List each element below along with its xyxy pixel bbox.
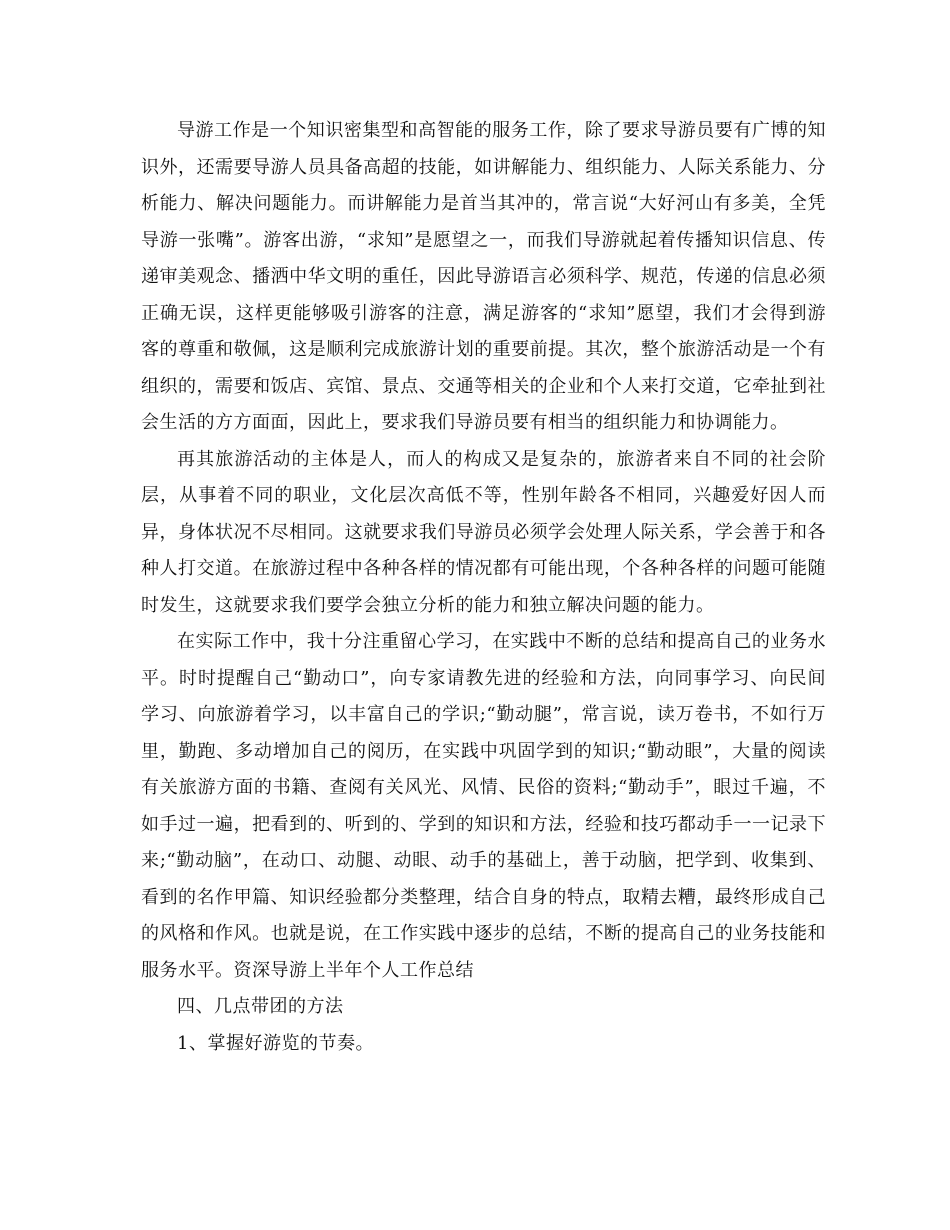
section-heading-methods: 四、几点带团的方法 <box>177 996 344 1017</box>
list-item-rhythm: 1、掌握好游览的节奏。 <box>177 1032 374 1054</box>
paragraph-practical-work: 在实际工作中，我十分注重留心学习，在实践中不断的总结和提高自己的业务水平。时时提醒自己“勤动口”，向专家请教先进的经验和方法，向同事学习、向民间学习、向旅游着学习，以丰富自己的学识;“勤动腿”，常言说，读万卷书，不如行万里，勤跑、多动增加自己的阅历，在实践中巩固学到的知识;“勤动眼”，大量的阅读有关旅游方面的书籍、查阅有关风光、风情、民俗的资料;“勤动手”，眼过千遍，不如手过一遍，把看到的、听到的、学到的知识和方法，经验和技巧都动手一一记录下来;“勤动脑”，在动口、动腿、动眼、动手的基础上，善于动脑，把学到、收集到、看到的名作甲篇、知识经验都分类整理，结合自身的特点，取精去糟，最终形成自己的风格和作风。也就是说，在工作实践中逐步的总结，不断的提高自己的业务技能和服务水平。资深导游上半年个人工作总结 <box>141 631 826 981</box>
paragraph-tourist-diversity: 再其旅游活动的主体是人，而人的构成又是复杂的，旅游者来自不同的社会阶层，从事着不同的职业，文化层次高低不等，性别年龄各不相同，兴趣爱好因人而异，身体状况不尽相同。这就要求我们导游员必须学会处理人际关系，学会善于和各种人打交道。在旅游过程中各种各样的情况都有可能出现，个各种各样的问题可能随时发生，这就要求我们要学会独立分析的能力和独立解决问题的能力。 <box>141 448 826 616</box>
paragraph-guide-skills: 导游工作是一个知识密集型和高智能的服务工作，除了要求导游员要有广博的知识外，还需要导游人员具备高超的技能，如讲解能力、组织能力、人际关系能力、分析能力、解决问题能力。而讲解能力是首当其冲的，常言说“大好河山有多美，全凭导游一张嘴”。游客出游，“求知”是愿望之一，而我们导游就起着传播知识信息、传递审美观念、播洒中华文明的重任，因此导游语言必须科学、规范，传递的信息必须正确无误，这样更能够吸引游客的注意，满足游客的“求知”愿望，我们才会得到游客的尊重和敬佩，这是顺利完成旅游计划的重要前提。其次，整个旅游活动是一个有组织的，需要和饭店、宾馆、景点、交通等相关的企业和个人来打交道，它牵扯到社会生活的方方面面，因此上，要求我们导游员要有相当的组织能力和协调能力。 <box>141 120 826 433</box>
document-body <box>141 113 826 1062</box>
